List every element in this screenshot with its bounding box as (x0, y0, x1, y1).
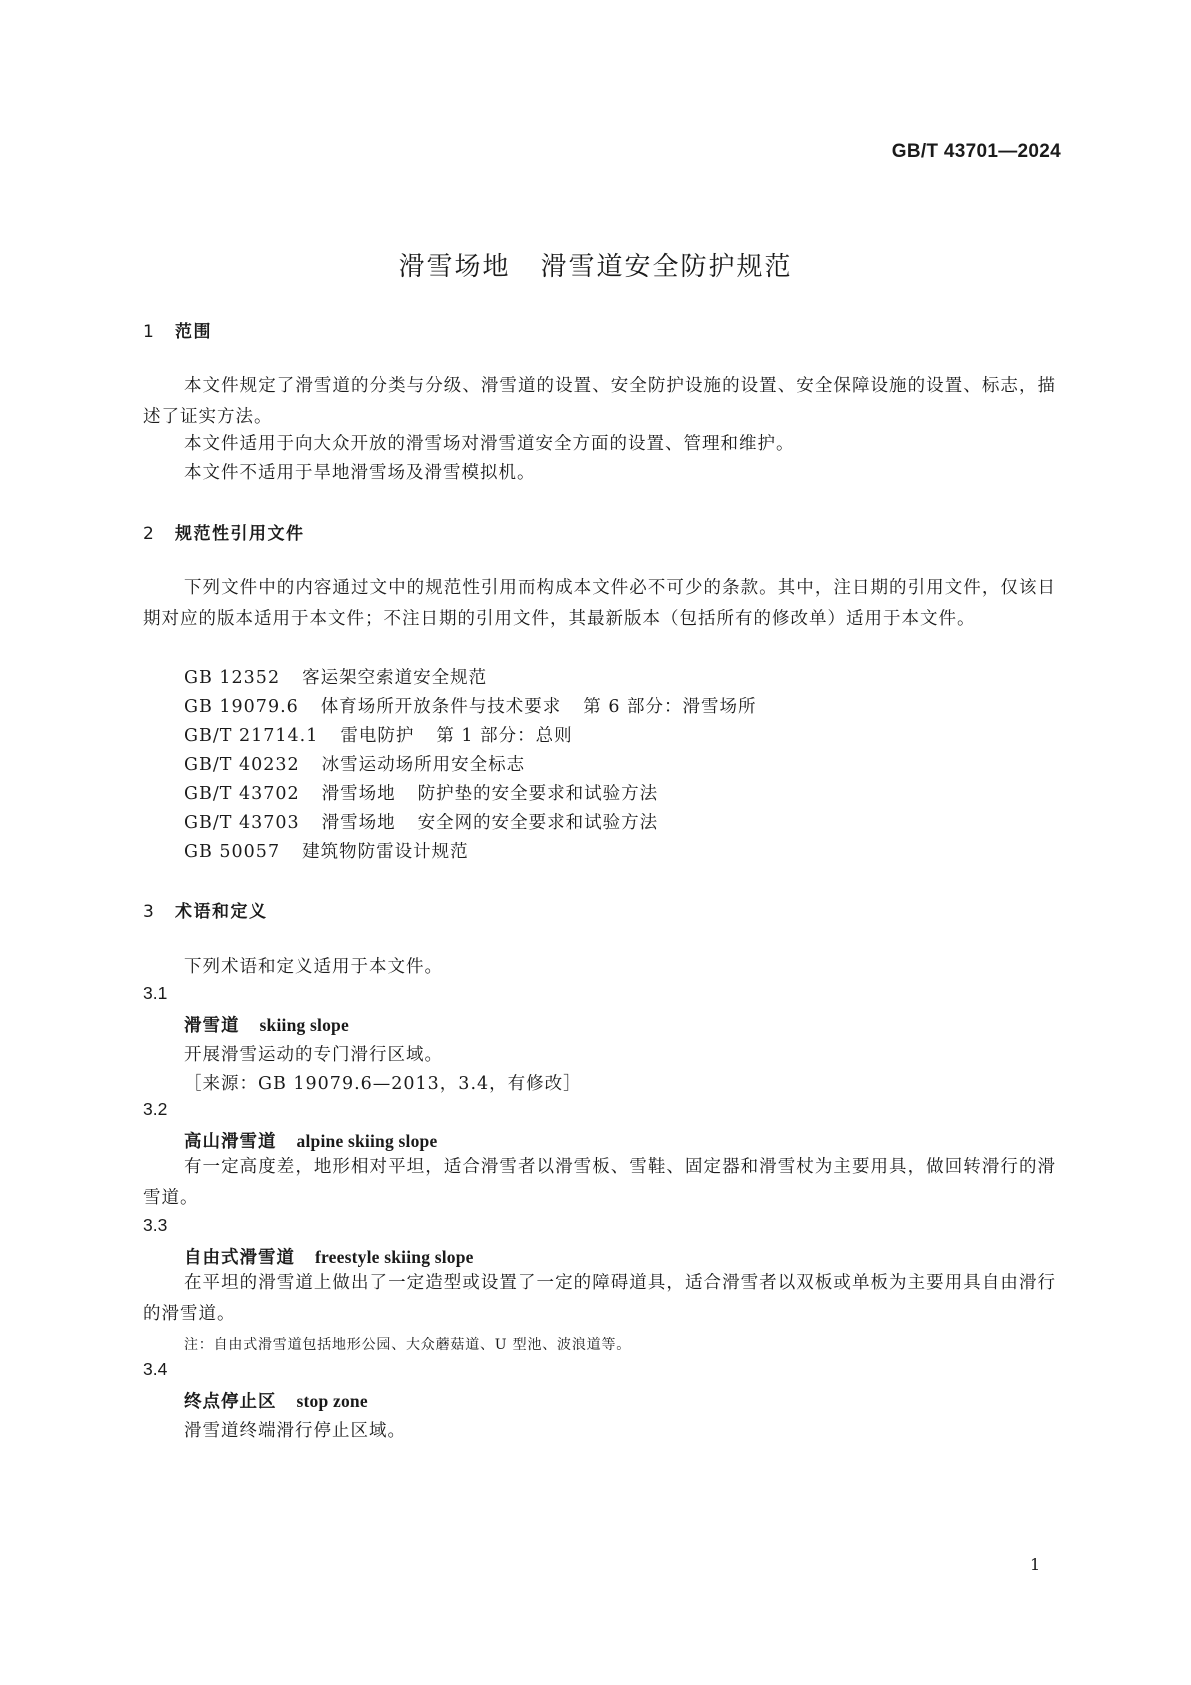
reference-title: 体育场所开放条件与技术要求 (320, 697, 562, 717)
section-1-title: 范围 (175, 322, 212, 342)
term-definition: 在平坦的滑雪道上做出了一定造型或设置了一定的障碍道具，适合滑雪者以双板或单板为主要用具自由滑行的滑雪道。 (143, 1273, 1056, 1324)
term-en: stop zone (296, 1391, 368, 1411)
reference-title: 客运架空索道安全规范 (302, 668, 488, 688)
reference-title: 冰雪运动场所用安全标志 (321, 755, 526, 775)
reference-title: 建筑物防雷设计规范 (302, 842, 469, 862)
term-note: 注：自由式滑雪道包括地形公园、大众蘑菇道、U 型池、波浪道等。 (184, 1337, 632, 1353)
term-number: 3.4 (143, 1359, 168, 1379)
term-heading (184, 1012, 349, 1037)
section-1-paragraph-1: 本文件规定了滑雪道的分类与分级、滑雪道的设置、安全防护设施的设置、安全保障设施的设置、标志，描述了证实方法。 (143, 376, 1056, 427)
term-definition: 有一定高度差，地形相对平坦，适合滑雪者以滑雪板、雪鞋、固定器和滑雪杖为主要用具，做回转滑行的滑雪道。 (143, 1157, 1056, 1208)
term-definition: 开展滑雪运动的专门滑行区域。 (184, 1045, 443, 1065)
term-heading (184, 1128, 437, 1153)
term-en: alpine skiing slope (296, 1131, 438, 1151)
term-heading (184, 1244, 474, 1269)
term-zh: 高山滑雪道 (184, 1132, 277, 1152)
reference-code: GB/T 21714.1 (184, 726, 319, 746)
page-number: 1 (1030, 1555, 1041, 1574)
reference-code: GB/T 40232 (184, 755, 300, 775)
term-number: 3.1 (143, 983, 168, 1003)
title-part-1: 滑雪场地 (398, 252, 511, 282)
reference-title: 雷电防护 (340, 726, 415, 746)
reference-subtitle: 第 1 部分：总则 (436, 726, 573, 746)
section-2-number: 2 (143, 524, 156, 544)
section-1-paragraph-2: 本文件适用于向大众开放的滑雪场对滑雪道安全方面的设置、管理和维护。 (184, 434, 795, 454)
term-number: 3.2 (143, 1099, 168, 1119)
reference-item (184, 780, 658, 805)
term-en: skiing slope (259, 1015, 349, 1035)
reference-item (184, 664, 487, 689)
section-3-intro: 下列术语和定义适用于本文件。 (184, 957, 443, 977)
reference-code: GB 12352 (184, 668, 281, 688)
term-number: 3.3 (143, 1215, 168, 1235)
section-1-number: 1 (143, 322, 156, 342)
section-3-number: 3 (143, 902, 156, 922)
reference-item (184, 809, 658, 834)
term-heading (184, 1388, 368, 1413)
reference-code: GB/T 43702 (184, 784, 300, 804)
reference-item (184, 751, 525, 776)
section-2-heading (143, 519, 305, 544)
page-title (0, 246, 1191, 283)
reference-item (184, 838, 469, 863)
term-zh: 自由式滑雪道 (184, 1248, 295, 1268)
reference-code: GB 50057 (184, 842, 281, 862)
term-en: freestyle skiing slope (315, 1247, 474, 1267)
reference-subtitle: 安全网的安全要求和试验方法 (417, 813, 659, 833)
section-2-intro: 下列文件中的内容通过文中的规范性引用而构成本文件必不可少的条款。其中，注日期的引用文件，仅该日期对应的版本适用于本文件；不注日期的引用文件，其最新版本（包括所有的修改单）适用于本文件。 (143, 578, 1056, 629)
document-number: GB/T 43701—2024 (891, 141, 1061, 162)
term-zh: 终点停止区 (184, 1392, 277, 1412)
title-part-2: 滑雪道安全防护规范 (540, 252, 793, 282)
reference-subtitle: 第 6 部分：滑雪场所 (583, 697, 757, 717)
section-1-heading (143, 317, 212, 342)
term-zh: 滑雪道 (184, 1016, 240, 1036)
reference-code: GB/T 43703 (184, 813, 300, 833)
reference-subtitle: 防护垫的安全要求和试验方法 (417, 784, 659, 804)
section-1-paragraph-3: 本文件不适用于旱地滑雪场及滑雪模拟机。 (184, 463, 536, 483)
term-definition: 滑雪道终端滑行停止区域。 (184, 1421, 406, 1441)
section-3-title: 术语和定义 (175, 902, 268, 922)
reference-code: GB 19079.6 (184, 697, 299, 717)
reference-item (184, 693, 757, 718)
section-2-title: 规范性引用文件 (175, 524, 305, 544)
section-3-heading (143, 897, 268, 922)
term-source: ［来源：GB 19079.6—2013，3.4，有修改］ (184, 1074, 582, 1094)
reference-item (184, 722, 573, 747)
reference-title: 滑雪场地 (321, 813, 396, 833)
reference-title: 滑雪场地 (321, 784, 396, 804)
